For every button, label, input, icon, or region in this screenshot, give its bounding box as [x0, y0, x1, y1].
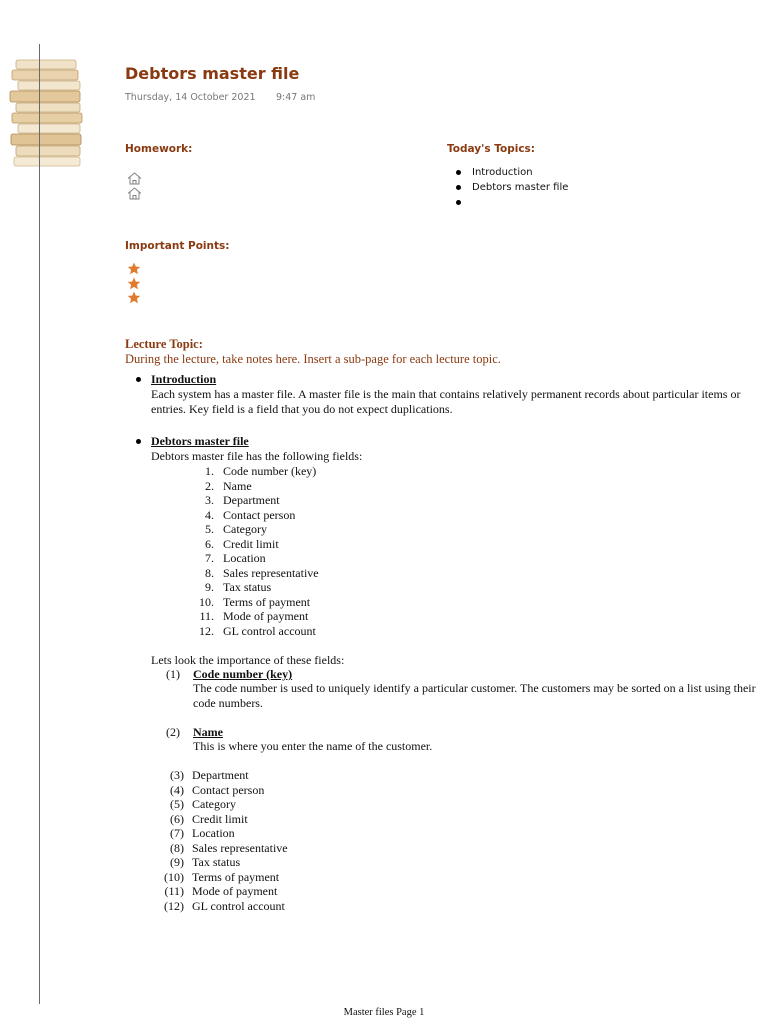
house-icon	[127, 172, 142, 185]
code-number-body: The code number is used to uniquely identify a particular customer. The customers may be sorted on a list using their code numbers.	[193, 681, 756, 710]
debtors-heading: Debtors master file	[151, 434, 249, 448]
page-time: 9:47 am	[276, 92, 316, 103]
fields-list	[190, 464, 319, 638]
topic-item	[454, 195, 568, 210]
field-item: (6) Credit limit	[170, 811, 248, 826]
field-item: (8) Sales representative	[170, 840, 288, 855]
remaining-fields-list	[155, 768, 288, 913]
code-number-heading: Code number (key)	[193, 667, 293, 681]
name-heading: Name	[193, 725, 223, 739]
todays-topics-list	[454, 165, 568, 210]
margin-rule	[39, 44, 40, 1004]
item-number: (1)	[166, 667, 180, 681]
field-item: 6. Credit limit	[205, 536, 279, 551]
lecture-heading: Lecture Topic:	[125, 337, 203, 351]
name-body: This is where you enter the name of the customer.	[193, 739, 433, 753]
house-icon	[127, 187, 142, 200]
field-item: (12) GL control account	[164, 898, 285, 913]
lecture-instruction: During the lecture, take notes here. Insert a sub-page for each lecture topic.	[125, 352, 501, 366]
field-item: (4) Contact person	[170, 782, 265, 797]
field-item: 10. Terms of payment	[199, 594, 311, 609]
field-item: (5) Category	[170, 797, 236, 811]
homework-label: Homework:	[125, 143, 193, 155]
star-icon	[127, 291, 141, 304]
field-item: 3. Department	[205, 493, 280, 507]
item-number: (2)	[166, 725, 180, 739]
field-item: (10) Terms of payment	[164, 869, 280, 884]
page-date: Thursday, 14 October 2021	[125, 92, 256, 103]
field-item: (7) Location	[170, 826, 235, 840]
lecture-section	[125, 337, 501, 367]
star-icon	[127, 262, 141, 275]
introduction-heading: Introduction	[151, 372, 217, 386]
importance-lead: Lets look the importance of these fields:	[151, 653, 345, 667]
page-footer: Master files Page 1	[343, 1007, 425, 1018]
star-icon	[127, 277, 141, 290]
field-item: (11) Mode of payment	[164, 884, 278, 898]
field-item: 1. Code number (key)	[205, 464, 317, 478]
topic-item: Introduction	[454, 165, 568, 180]
field-item: (9) Tax status	[170, 855, 241, 869]
field-item: 7. Location	[205, 551, 266, 565]
topic-item: Debtors master file	[454, 180, 568, 195]
important-points-label: Important Points:	[125, 240, 230, 252]
introduction-body: Each system has a master file. A master file is the main that contains relatively permanent records about particular items or entries. Key field is a field that you do not expect duplications.	[151, 387, 741, 416]
todays-topics-label: Today's Topics:	[447, 143, 535, 155]
bullet	[136, 439, 141, 444]
field-item: 9. Tax status	[205, 580, 272, 594]
field-item: 11. Mode of payment	[199, 609, 309, 623]
field-item: 12. GL control account	[199, 623, 316, 638]
page-title: Debtors master file	[125, 64, 300, 83]
field-item: 8. Sales representative	[205, 565, 319, 580]
field-item: 5. Category	[205, 522, 267, 536]
book-stack-icon	[6, 52, 98, 176]
field-item: 2. Name	[205, 478, 252, 493]
field-item: (3) Department	[170, 768, 249, 782]
debtors-lead: Debtors master file has the following fields:	[151, 449, 363, 463]
bullet	[136, 377, 141, 382]
field-item: 4. Contact person	[205, 507, 296, 522]
